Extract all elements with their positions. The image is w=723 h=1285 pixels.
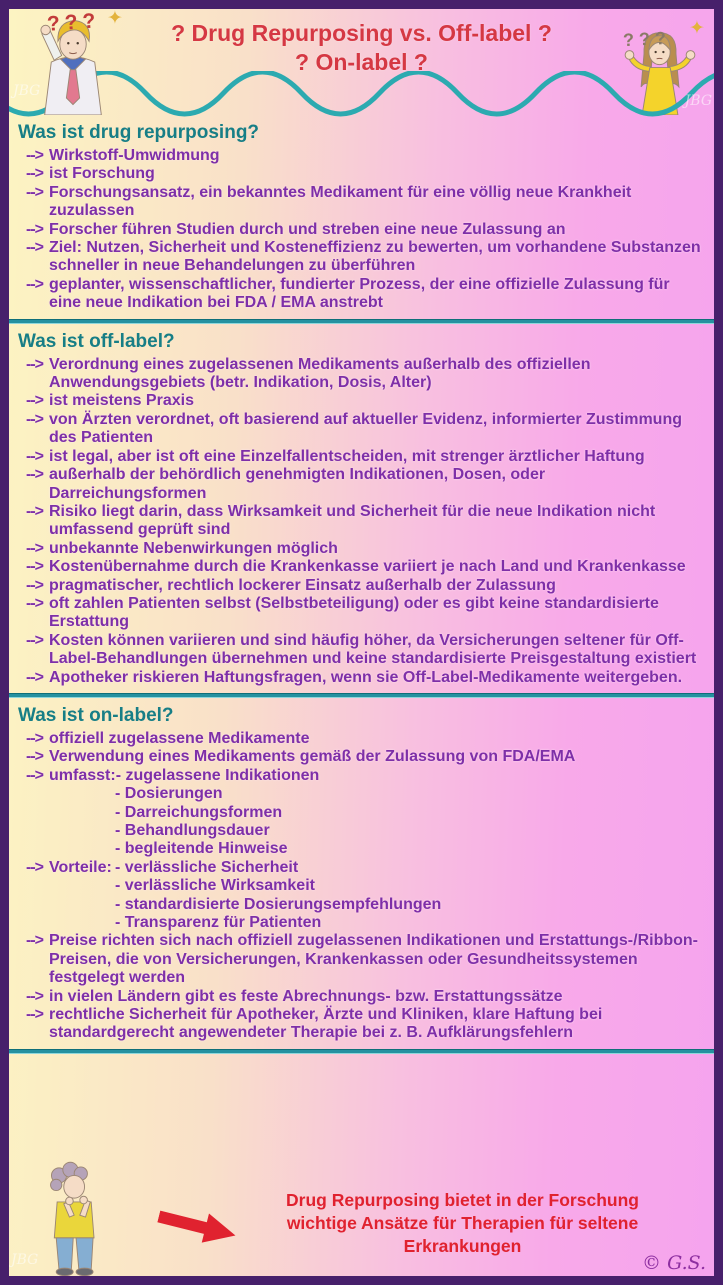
title-line-2: ? On-label ? (295, 49, 428, 75)
bullet-text: ist legal, aber ist oft eine Einzelfallentscheiden, mit strenger ärztlicher Haftung (49, 447, 645, 465)
bullet-item (9, 595, 714, 632)
arrow-marker: --> (26, 1006, 43, 1024)
sub-item (49, 896, 702, 914)
bullet-text (49, 859, 714, 933)
arrow-marker: --> (26, 858, 43, 876)
person-illustration (25, 1160, 129, 1276)
arrow-marker: --> (26, 147, 43, 164)
artist-signature: JBG (13, 83, 41, 99)
bullet-text: Kostenübernahme durch die Krankenkasse variiert je nach Land und Krankenkasse (49, 558, 686, 576)
bullet-text: oft zahlen Patienten selbst (Selbstbeteiligung) oder es gibt keine standardisierte Erstattung (49, 594, 659, 631)
arrow-marker: --> (26, 987, 43, 1005)
section-drug-repurposing (9, 115, 714, 320)
sub-item-text: - standardisierte Dosierungsempfehlungen (115, 895, 442, 913)
sub-item-text: - Transparenz für Patienten (115, 914, 322, 932)
arrow-marker: --> (26, 183, 43, 201)
bullet-item (9, 577, 714, 595)
bullet-item (9, 932, 714, 987)
sub-item-text: - Darreichungsformen (115, 803, 283, 821)
arrow-marker: --> (26, 275, 43, 293)
sparkle-icon: ✦ (689, 18, 705, 39)
bullet-item (9, 503, 714, 540)
bullet-item (9, 239, 714, 276)
bullet-text: Wirkstoff-Umwidmung (49, 147, 220, 164)
bullet-item (9, 748, 714, 766)
bullet-item (9, 392, 714, 410)
sub-item (49, 914, 702, 932)
bullet-item (9, 356, 714, 393)
bullet-text: unbekannte Nebenwirkungen möglich (49, 539, 338, 557)
copyright: © G.S. (642, 1252, 706, 1274)
arrow-marker: --> (26, 392, 43, 410)
bullet-text: in vielen Ländern gibt es feste Abrechnungs- bzw. Erstattungssätze (49, 987, 563, 1005)
bullet-item (9, 165, 714, 183)
arrow-marker: --> (26, 748, 43, 766)
bullet-item (9, 558, 714, 576)
section-off-label (9, 324, 714, 694)
bullet-text: Kosten können variieren und sind häufig höher, da Versicherungen seltener für Off-Label-Behandlungen übernehmen und keine standardisierte Preisgestaltung existiert (49, 631, 697, 668)
arrow-marker: --> (26, 220, 43, 238)
bullet-item (9, 730, 714, 748)
sparkle-icon: ✦ (107, 8, 123, 29)
section-separator (9, 1050, 714, 1054)
bullet-item (9, 466, 714, 503)
sub-item (49, 785, 702, 803)
bullet-text (49, 767, 714, 859)
bullet-text: pragmatischer, rechtlich lockerer Einsatz außerhalb der Zulassung (49, 576, 556, 594)
section-heading: Was ist off-label? (18, 330, 175, 352)
artist-signature: JBG (684, 93, 712, 109)
sub-item-text: - verlässliche Sicherheit (115, 858, 299, 876)
bullet-text: Verwendung eines Medikaments gemäß der Zulassung von FDA/EMA (49, 748, 576, 766)
bullet-item (9, 221, 714, 239)
question-marks-icon: ??? (622, 27, 672, 51)
footer-message-line-1: Drug Repurposing bietet in der Forschung (286, 1189, 639, 1210)
question-marks-icon: ??? (46, 9, 102, 36)
bullet-text: offiziell zugelassene Medikamente (49, 729, 310, 747)
bullet-item (9, 988, 714, 1006)
header (9, 9, 714, 115)
arrow-marker: --> (26, 729, 43, 747)
arrow-marker: --> (26, 576, 43, 594)
arrow-marker: --> (26, 165, 43, 183)
title-line-1: ? Drug Repurposing vs. Off-label ? (171, 20, 552, 46)
footer-message-line-2: wichtige Ansätze für Therapien für seltene Erkrankungen (286, 1212, 639, 1256)
arrow-marker: --> (26, 502, 43, 520)
arrow-marker: --> (26, 594, 43, 612)
bullet-text: Forschungsansatz, ein bekanntes Medikament für eine völlig neue Krankheit zuzulassen (49, 183, 632, 220)
bullet-text: rechtliche Sicherheit für Apotheker, Ärzte und Kliniken, klare Haftung bei standardgerecht angewendeter Therapie bei z. B. Aufklärungsfehlern (49, 1006, 603, 1042)
sub-item (49, 822, 702, 840)
red-arrow-icon (153, 1196, 242, 1259)
bullet-item (9, 1006, 714, 1043)
bullet-item (9, 540, 714, 558)
arrow-marker: --> (26, 466, 43, 484)
arrow-marker: --> (26, 932, 43, 950)
bullet-text: Apotheker riskieren Haftungsfragen, wenn sie Off-Label-Medikamente weitergeben. (49, 668, 683, 686)
bullet-text: ist Forschung (49, 165, 155, 183)
sub-item-text: - Dosierungen (115, 785, 223, 803)
arrow-marker: --> (26, 558, 43, 576)
bullet-text: Verordnung eines zugelassenen Medikaments außerhalb des offiziellen Anwendungsgebiets (betr. Indikation, Dosis, Alter) (49, 355, 591, 392)
bullet-item (9, 147, 714, 165)
section-heading: Was ist drug repurposing? (18, 122, 260, 143)
page-title (9, 9, 714, 77)
sub-item-text: - verlässliche Wirksamkeit (115, 877, 315, 895)
arrow-marker: --> (26, 631, 43, 649)
sub-item-text: - Behandlungsdauer (115, 822, 270, 839)
bullet-label: umfasst: (49, 766, 116, 784)
sections (9, 115, 714, 1154)
section-on-label (9, 698, 714, 1050)
arrow-marker: --> (26, 355, 43, 373)
bullet-item (9, 448, 714, 466)
sub-item-text: - zugelassene Indikationen (115, 766, 320, 784)
arrow-marker: --> (26, 239, 43, 257)
bullet-text: Risiko liegt darin, dass Wirksamkeit und Sicherheit für die neue Indikation nicht umfassend geprüft sind (49, 502, 656, 539)
arrow-marker: --> (26, 766, 43, 784)
arrow-marker: --> (26, 447, 43, 465)
bullet-text: Ziel: Nutzen, Sicherheit und Kosteneffizienz zu bewerten, um vorhandene Substanzen schneller in neue Behandelungen zu überführen (49, 239, 701, 275)
bullet-text: von Ärzten verordnet, oft basierend auf aktueller Evidenz, informierter Zustimmung des Patienten (49, 410, 682, 447)
bullet-item (9, 632, 714, 669)
bullet-item (9, 669, 714, 687)
bullet-text: Preise richten sich nach offiziell zugelassenen Indikationen und Erstattungs-/Ribbon-Preisen, die von Versicherungen, Krankenkassen oder Gesundheitssystemen festgelegt werden (49, 932, 698, 987)
bullet-item (9, 184, 714, 221)
sub-item (49, 767, 702, 785)
footer-message (241, 1189, 714, 1258)
sub-item (49, 840, 702, 858)
arrow-marker: --> (26, 539, 43, 557)
sub-item (49, 804, 702, 822)
bullet-item (9, 859, 714, 933)
sub-item (49, 859, 702, 877)
bullet-label: Vorteile: (49, 858, 112, 876)
bullet-text: ist meistens Praxis (49, 392, 194, 410)
sub-item-text: - begleitende Hinweise (115, 840, 288, 858)
arrow-marker: --> (26, 410, 43, 428)
bullet-item (9, 276, 714, 313)
bullet-item (9, 767, 714, 859)
arrow-marker: --> (26, 668, 43, 686)
footer-banner (9, 1154, 714, 1276)
sub-item (49, 877, 702, 895)
bullet-text: Forscher führen Studien durch und streben eine neue Zulassung an (49, 220, 566, 238)
bullet-text: geplanter, wissenschaftlicher, fundierter Prozess, der eine offizielle Zulassung für eine neue Indikation bei FDA / EMA anstrebt (49, 275, 670, 312)
section-heading: Was ist on-label? (18, 704, 174, 726)
artist-signature: JBG (11, 1252, 39, 1268)
bullet-item (9, 411, 714, 448)
bullet-text: außerhalb der behördlich genehmigten Indikationen, Dosen, oder Darreichungsformen (49, 466, 546, 502)
